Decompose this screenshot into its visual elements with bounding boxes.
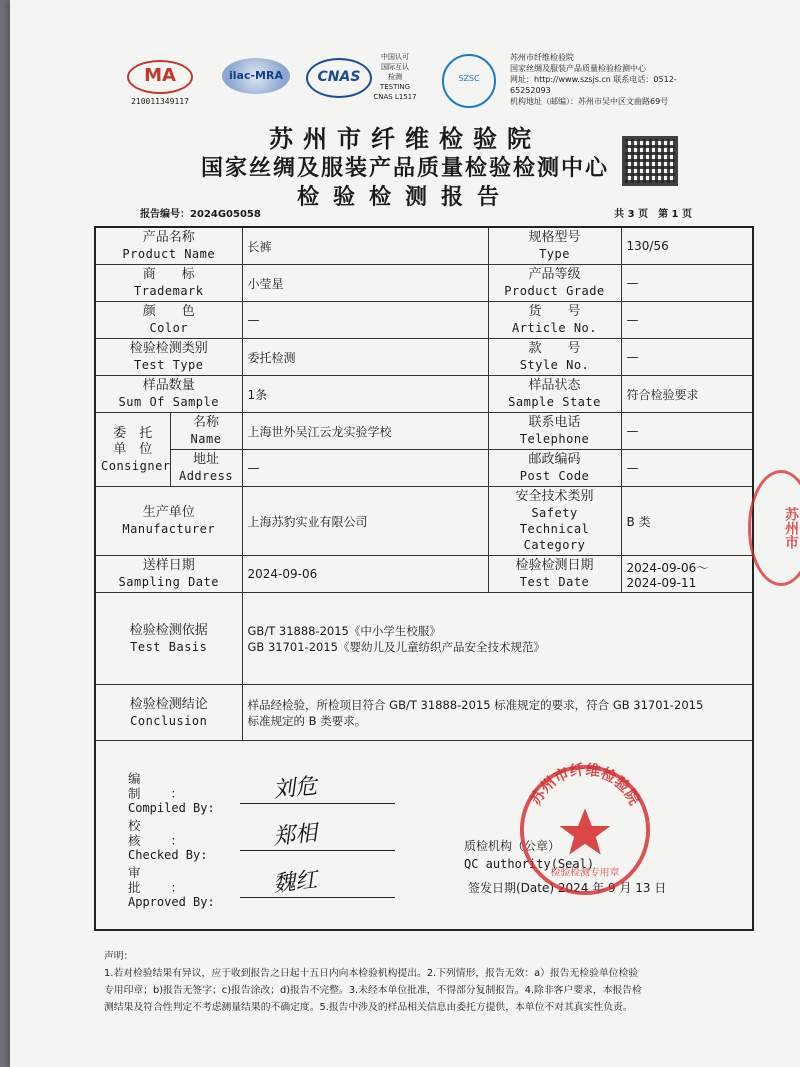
stamp-text: 苏州市纤维检验院 xyxy=(527,761,643,809)
test-date-start: 2024-09-06～ xyxy=(626,560,709,575)
signature-line xyxy=(240,803,395,804)
consigner-name-value: 上海世外吴江云龙实验学校 xyxy=(242,413,488,450)
edge-seal-stamp: 苏州市 xyxy=(748,470,800,586)
title-institute: 苏州市纤维检验院 xyxy=(269,124,541,153)
test-basis-label: 检验检测依据 Test Basis xyxy=(95,593,242,685)
stamp-subtext: 检验检测专用章 xyxy=(550,867,620,879)
conclusion-line: 标准规定的 B 类要求。 xyxy=(247,713,367,728)
sample-state-value: 符合检验要求 xyxy=(621,376,753,413)
checked-by-signature: 郑相 xyxy=(272,820,319,851)
compiled-by-signature: 刘危 xyxy=(272,773,319,804)
statement-notes xyxy=(104,948,754,1016)
notes-heading: 声明： xyxy=(104,951,134,962)
consigner-address-value: — xyxy=(242,450,488,487)
signature-line xyxy=(240,850,395,851)
report-number: 报告编号：2024G05058 xyxy=(140,209,261,220)
manufacturer-value: 上海苏豹实业有限公司 xyxy=(242,487,488,556)
qc-authority-en: QC authority(Seal) xyxy=(464,857,595,871)
table-row xyxy=(95,227,753,265)
report-table xyxy=(94,226,754,931)
ilac-mra-logo: ilac-MRA xyxy=(222,58,290,94)
sum-of-sample-value: 1条 xyxy=(242,376,488,413)
manufacturer-label: 生产单位 Manufacturer xyxy=(95,487,242,556)
consigner-address-label: 地址 Address xyxy=(170,450,242,487)
product-name-value: 长裤 xyxy=(242,227,488,265)
article-no-label: 货 号 Article No. xyxy=(488,302,621,339)
compiled-by-row xyxy=(128,771,428,815)
report-sheet xyxy=(10,0,800,1067)
cma-badge: MA xyxy=(127,60,193,94)
cma-logo xyxy=(125,60,195,106)
table-row xyxy=(95,302,753,339)
institute-info-line: 苏州市纤维检验院 xyxy=(510,53,574,62)
page-info: 共 3 页 第 1 页 xyxy=(614,209,692,220)
trademark-label: 商 标 Trademark xyxy=(95,265,242,302)
telephone-value: — xyxy=(621,413,753,450)
checked-by-label: 校 核： Checked By: xyxy=(128,818,214,862)
title-center: 国家丝绸及服装产品质量检验检测中心 xyxy=(200,155,609,181)
cma-number: 210011349117 xyxy=(131,97,189,106)
table-row xyxy=(95,741,753,931)
table-row xyxy=(95,376,753,413)
sampling-date-label: 送样日期 Sampling Date xyxy=(95,556,242,593)
trademark-value: 小莹星 xyxy=(242,265,488,302)
qc-authority-cn: 质检机构（公章） xyxy=(464,839,561,853)
test-basis-line: GB/T 31888-2015《中小学生校服》 xyxy=(247,623,441,638)
style-no-value: — xyxy=(621,339,753,376)
cnas-logo: CNAS xyxy=(306,58,372,98)
conclusion-label: 检验检测结论 Conclusion xyxy=(95,685,242,741)
notes-line: 专用印章；b)报告无签字；c)报告涂改；d)报告不完整。3.未经本单位批准，不得部分复制报告。4.除非客户要求，本报告检 xyxy=(104,985,642,996)
telephone-label: 联系电话 Telephone xyxy=(488,413,621,450)
consigner-name-label: 名称 Name xyxy=(170,413,242,450)
type-value: 130/56 xyxy=(621,227,753,265)
institute-info xyxy=(510,52,710,107)
approved-by-signature: 魏红 xyxy=(272,867,319,898)
color-value: — xyxy=(242,302,488,339)
color-label: 颜 色 Color xyxy=(95,302,242,339)
cnas-caption xyxy=(366,52,424,102)
table-row xyxy=(95,265,753,302)
style-no-label: 款 号 Style No. xyxy=(488,339,621,376)
institute-info-line: 网址：http://www.szsjs.cn 联系电话：0512-65252093 xyxy=(510,75,677,95)
logo-row xyxy=(10,52,800,122)
type-label: 规格型号 Type xyxy=(488,227,621,265)
cnas-caption-line: CNAS L1517 xyxy=(373,93,417,101)
approved-by-label: 审 批： Approved By: xyxy=(128,865,215,909)
test-type-value: 委托检测 xyxy=(242,339,488,376)
table-row xyxy=(95,593,753,685)
table-row xyxy=(95,556,753,593)
test-basis-line: GB 31701-2015《婴幼儿及儿童纺织产品安全技术规范》 xyxy=(247,639,545,654)
cnas-caption-line: TESTING xyxy=(379,83,411,91)
sample-state-label: 样品状态 Sample State xyxy=(488,376,621,413)
cnas-caption-line: 国际互认 xyxy=(381,63,409,71)
sampling-date-value: 2024-09-06 xyxy=(242,556,488,593)
notes-line: 测结果及符合性判定不考虑测量结果的不确定度。5.报告中涉及的样品相关信息由委托方提供，本单位不对其真实性负责。 xyxy=(104,1002,633,1013)
cnas-caption-line: 中国认可 xyxy=(381,53,409,61)
conclusion-line: 样品经检验，所检项目符合 GB/T 31888-2015 标准规定的要求，符合 GB 31701-2015 xyxy=(247,697,704,712)
post-code-value: — xyxy=(621,450,753,487)
test-date-value xyxy=(621,556,753,593)
post-code-label: 邮政编码 Post Code xyxy=(488,450,621,487)
star-icon xyxy=(559,808,610,854)
approved-by-row xyxy=(128,865,428,909)
test-basis-value xyxy=(242,593,753,685)
title-block xyxy=(10,124,800,212)
table-row xyxy=(95,413,753,450)
signature-line xyxy=(240,897,395,898)
test-date-label: 检验检测日期 Test Date xyxy=(488,556,621,593)
product-grade-value: — xyxy=(621,265,753,302)
sum-of-sample-label: 样品数量 Sum Of Sample xyxy=(95,376,242,413)
consigner-label: 委 托 单 位 Consigner xyxy=(95,413,170,487)
product-grade-label: 产品等级 Product Grade xyxy=(488,265,621,302)
table-row xyxy=(95,450,753,487)
institute-seal-logo: SZSC xyxy=(442,54,496,108)
institute-info-line: 国家丝绸及服装产品质量检验检测中心 xyxy=(510,64,646,73)
conclusion-value xyxy=(242,685,753,741)
table-row xyxy=(95,685,753,741)
qr-code-icon xyxy=(622,136,678,186)
signature-area xyxy=(95,741,753,931)
institute-info-line: 机构地址（邮编）：苏州市吴中区文曲路69号 xyxy=(510,97,669,106)
article-no-value: — xyxy=(621,302,753,339)
test-date-end: 2024-09-11 xyxy=(626,575,697,590)
safety-category-value: B 类 xyxy=(621,487,753,556)
checked-by-row xyxy=(128,818,428,862)
safety-category-label: 安全技术类别 Safety Technical Category xyxy=(488,487,621,556)
table-row xyxy=(95,487,753,556)
table-row xyxy=(95,339,753,376)
official-seal-stamp xyxy=(516,761,654,899)
compiled-by-label: 编 制： Compiled By: xyxy=(128,771,215,815)
issue-date: 签发日期(Date) 2024 年 9 月 13 日 xyxy=(468,881,667,895)
test-type-label: 检验检测类别 Test Type xyxy=(95,339,242,376)
product-name-label: 产品名称 Product Name xyxy=(95,227,242,265)
notes-line: 1.若对检验结果有异议，应于收到报告之日起十五日内向本检验机构提出。2.下列情形，报告无效：a）报告无检验单位检验 xyxy=(104,968,639,979)
title-report: 检验检测报告 xyxy=(296,184,513,210)
cnas-caption-line: 检测 xyxy=(388,73,402,81)
